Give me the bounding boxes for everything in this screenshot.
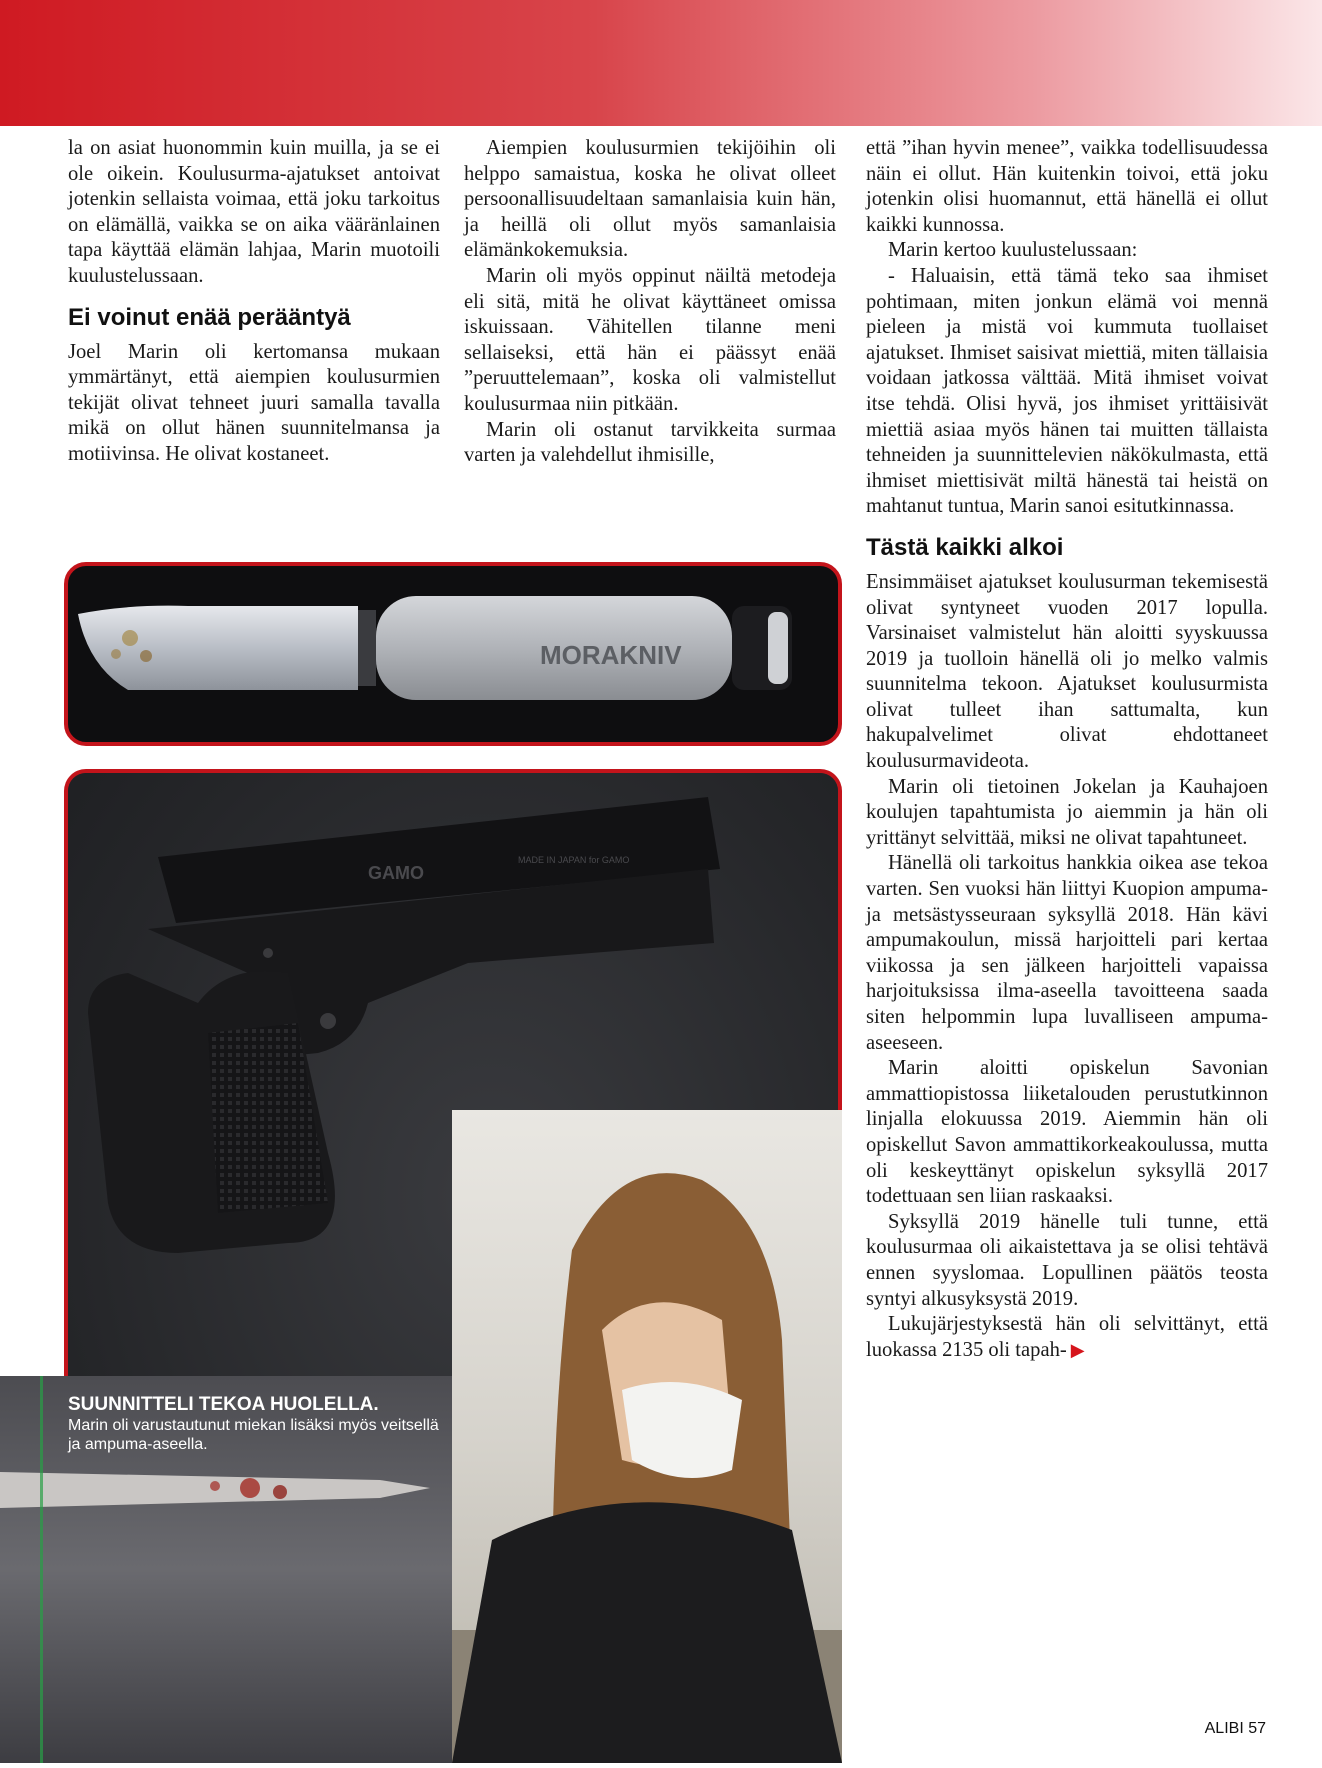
knife-illustration — [68, 566, 838, 742]
paragraph: Marin aloitti opiskelun Savonian ammattiopistossa liiketalouden perustutkinnon linjalla elokuussa 2019. Aiemmin hän oli opiskellut Savon ammattikorkeakoulussa, mutta oli keskeyttänyt opiskelun syksyllä 2017 todettuaan sen liian raskaaksi. — [866, 1057, 1268, 1208]
page-number: ALIBI 57 — [1204, 1720, 1266, 1737]
hoodie — [452, 1502, 842, 1763]
paragraph: Joel Marin oli kertomansa mukaan ymmärtänyt, että aiempien koulusurmien tekijät olivat tehneet juuri samalla tavalla mikä on ollut hänen suunnitelmansa ja motiivinsa. He olivat kostaneet. — [68, 340, 440, 465]
quote-paragraph: - Haluaisin, että tämä teko saa ihmiset pohtimaan, miten jonkun elämä voi mennä pieleen ja mistä voi kummuta tuollaiset ajatukset. Ihmiset saisivat miettiä, miten tällaisia voidaan jatkossa välttää. Mitä ihmiset voivat itse tehdä. Olisi hyvä, jos ihmiset yrittäisivät miettiä asiaa myös hänen tai muitten tällaista tehneiden ja suunnittelevien näkökulmasta, että ihmiset miettisivät miltä hänestä tai heistä on mahtanut tuntua, Marin sanoi esitutkinnassa. — [866, 264, 1268, 518]
section-heading: Ei voinut enää perääntyä — [68, 303, 351, 331]
paragraph: Marin oli tietoinen Jokelan ja Kauhajoen koulujen tapahtumista jo aiemmin ja hän oli yrittänyt selvittää, miksi ne olivat tapahtuneet. — [866, 775, 1268, 849]
header-color-band — [0, 0, 1322, 126]
caption-text: Marin oli varustautunut miekan lisäksi myös veitsellä ja ampuma-aseella. — [68, 1417, 439, 1453]
gun-small-text: MADE IN JAPAN for GAMO — [518, 855, 630, 865]
photo-caption — [68, 1394, 448, 1454]
paragraph: Hänellä oli tarkoitus hankkia oikea ase tekoa varten. Sen vuoksi hän liittyi Kuopion ampuma- ja metsästysseuraan syksyllä 2018. Hän kävi ampumakoulun, missä harjoitteli pari kertaa viikossa ja sen jälkeen harjoitteli vapaissa harjoituksissa ilma-aseella tavoitteena saada siten helpommin lupa luvalliseen ampuma-aseeseen. — [866, 852, 1268, 1054]
paragraph: Marin oli ostanut tarvikkeita surmaa varten ja valehdellut ihmisille, — [464, 418, 836, 467]
triangle-right-icon: ▶ — [1070, 1339, 1085, 1360]
suspect-photo — [452, 1110, 842, 1763]
paragraph-text: Lukujärjestyksestä hän oli selvittänyt, että luokassa 2135 oli tapah- — [866, 1313, 1268, 1361]
face-mask — [622, 1382, 742, 1478]
article-column-2 — [464, 136, 836, 469]
article-column-1 — [68, 136, 440, 468]
paragraph-continues — [866, 1312, 1268, 1363]
section-heading: Tästä kaikki alkoi — [866, 533, 1064, 561]
suspect-illustration — [452, 1110, 842, 1763]
paragraph: Marin oli myös oppinut näiltä metodeja eli sitä, mitä he olivat käyttäneet omissa iskuissaan. Vähitellen tilanne meni sellaiseksi, että hän ei päässyt enää ”peruuttelemaan”, koska oli valmistellut koulusurmaa niin pitkään. — [464, 264, 836, 415]
paragraph: Marin kertoo kuulustelussaan: — [888, 239, 1138, 262]
paragraph: Syksyllä 2019 hänelle tuli tunne, että koulusurmaa oli aikaistettava ja se olisi tehtävä ennen syyslomaa. Lopullinen päätös teosta syntyi alkusyksystä 2019. — [866, 1210, 1268, 1310]
gun-engraving-text: GAMO — [368, 863, 424, 883]
paragraph: Ensimmäiset ajatukset koulusurman tekemisestä olivat syntyneet vuoden 2017 lopulla. Varsinaiset valmistelut hän aloitti syyskuussa 2019 ja tuolloin hänellä oli jo melko valmis suunnitelma tekoon. Ajatukset koulusurmista olivat tulleet ihan sattumalta, kun hakupalvelimet olivat ehdottaneet koulusurmavideota. — [866, 570, 1268, 773]
paragraph: Aiempien koulusurmien tekijöihin oli helppo samaistua, koska he olivat olleet persoonallisuudeltaan samanlaisia kuin hän, ja heillä oli ollut myös samanlaisia elämänkokemuksia. — [464, 137, 836, 262]
paragraph: la on asiat huonommin kuin muilla, ja se ei ole oikein. Koulusurma-ajatukset antoivat jotenkin sellaista voimaa, että joku tarkoitus on elämällä, vaikka se on aika vääränlainen tapa käyttää elämän lahjaa, Marin muotoili kuulustelussaan. — [68, 137, 440, 287]
article-column-3 — [866, 136, 1268, 1363]
paragraph: että ”ihan hyvin menee”, vaikka todellisuudessa näin ei ollut. Hän kuitenkin toivoi, että joku jotenkin olisi huomannut, että hänellä ei ollut kaikki kunnossa. — [866, 137, 1268, 236]
knife-brand-text: MORAKNIV — [540, 640, 682, 670]
knife-photo — [64, 562, 842, 746]
caption-title: SUUNNITTELI TEKOA HUOLELLA. — [68, 1394, 379, 1415]
knife-blade — [78, 606, 358, 690]
